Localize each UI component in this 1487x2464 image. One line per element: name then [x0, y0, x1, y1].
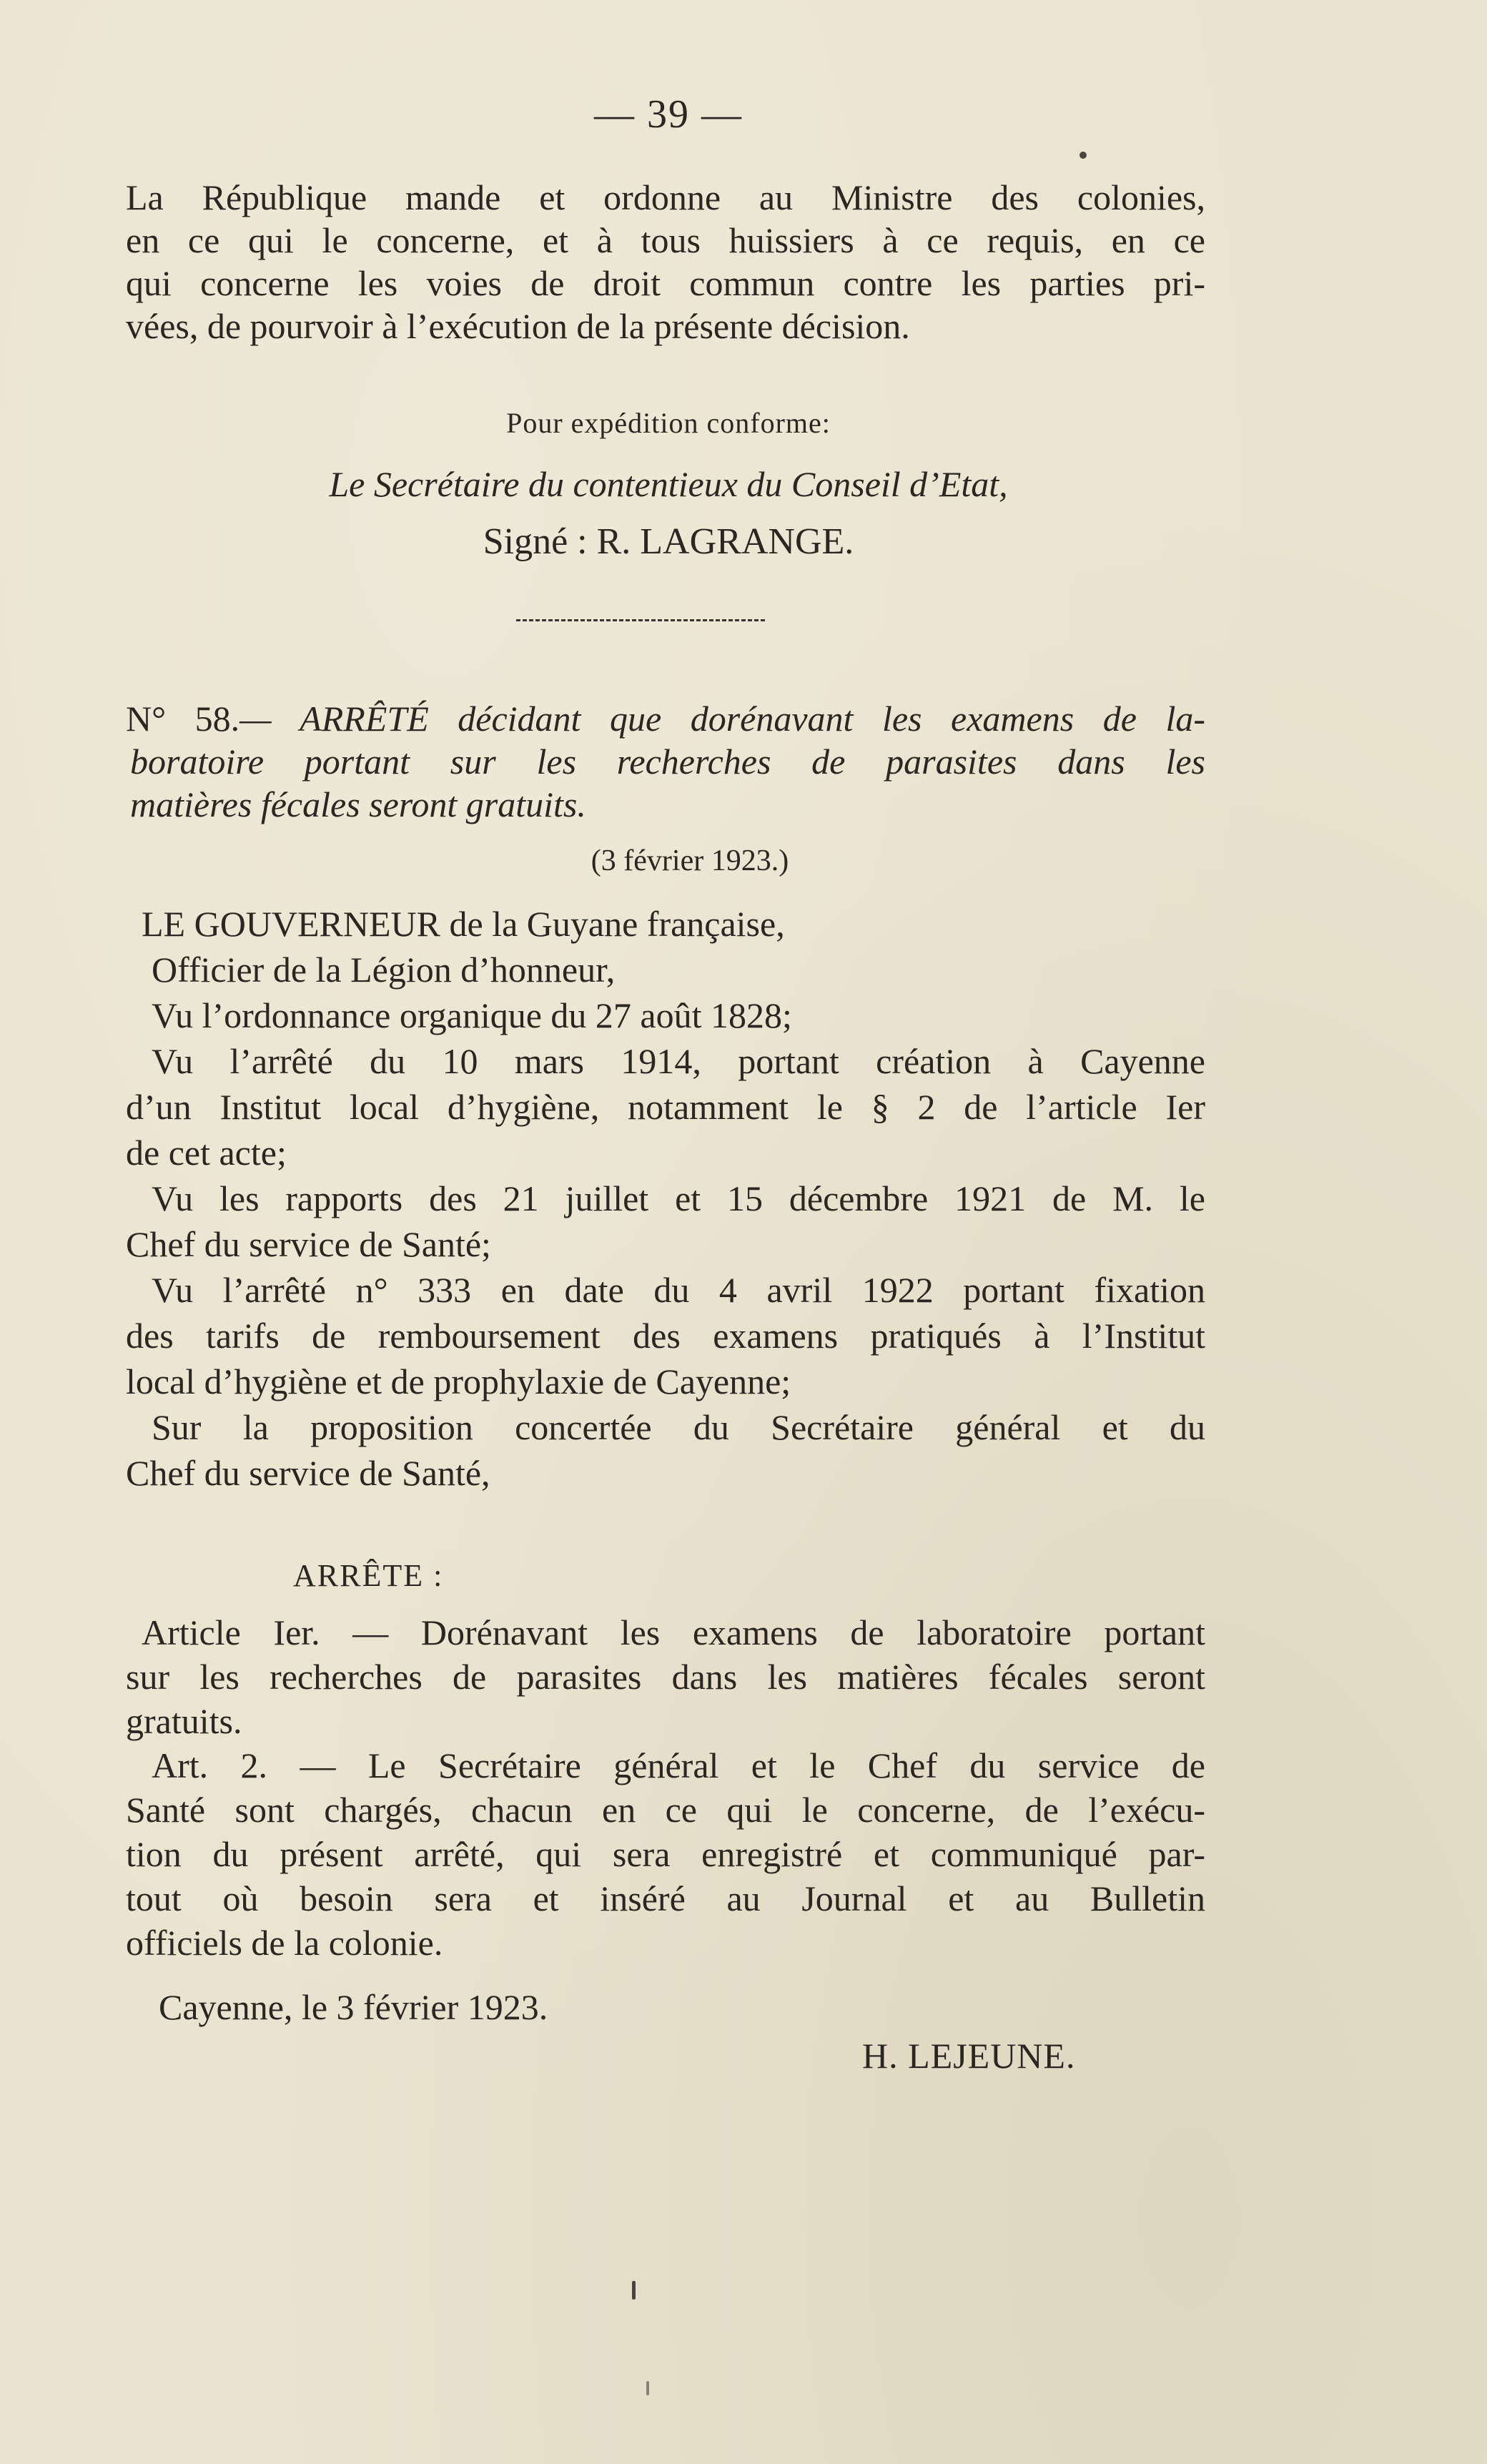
preamble-line: local d’hygiène et de prophylaxie de Cayenne;	[126, 1361, 791, 1401]
preamble-line: Vu l’arrêté du 10 mars 1914, portant création à Cayenne	[152, 1041, 1205, 1081]
ink-speck	[632, 2281, 636, 2300]
decree-title-line: boratoire portant sur les recherches de parasites dans les	[130, 741, 1205, 782]
decree-date: (3 février 1923.)	[591, 844, 789, 877]
text-line: vées, de pourvoir à l’exécution de la présente décision.	[126, 306, 910, 346]
page-number: — 39 —	[594, 92, 743, 137]
preamble-line: Sur la proposition concertée du Secrétaire général et du	[152, 1407, 1205, 1447]
decree-title-line: N° 58.— ARRÊTÉ décidant que dorénavant les examens de la-	[126, 699, 1205, 739]
certification-line: Pour expédition conforme:	[506, 407, 831, 439]
arrete-label: ARRÊTE :	[293, 1558, 444, 1593]
ink-speck	[1080, 152, 1087, 159]
text-line: qui concerne les voies de droit commun contre les parties pri-	[126, 263, 1205, 303]
section-divider	[516, 619, 765, 621]
preamble-line: LE GOUVERNEUR de la Guyane française,	[142, 904, 785, 944]
preamble-line: Vu l’ordonnance organique du 27 août 1828;	[152, 995, 792, 1035]
articles	[126, 1610, 1205, 1965]
article-line: Article Ier. — Dorénavant les examens de laboratoire portant	[142, 1612, 1205, 1652]
preamble-line: Vu l’arrêté n° 333 en date du 4 avril 1922 portant fixation	[152, 1270, 1205, 1310]
article-line: Santé sont chargés, chacun en ce qui le concerne, de l’exécu-	[126, 1790, 1205, 1830]
preamble	[126, 901, 1205, 1496]
article-line: gratuits.	[126, 1701, 242, 1741]
article-line: sur les recherches de parasites dans les matières fécales seront	[126, 1657, 1205, 1697]
decree-heading	[126, 697, 1205, 826]
ink-speck	[646, 2381, 649, 2395]
place-date: Cayenne, le 3 février 1923.	[159, 1987, 548, 2027]
certification-signature: Signé : R. LAGRANGE.	[483, 521, 854, 562]
preamble-line: d’un Institut local d’hygiène, notamment le § 2 de l’article Ier	[126, 1087, 1205, 1127]
signature: H. LEJEUNE.	[862, 2036, 1076, 2076]
article-line: Art. 2. — Le Secrétaire général et le Chef du service de	[152, 1745, 1205, 1785]
certification-secretary: Le Secrétaire du contentieux du Conseil d’Etat,	[329, 464, 1008, 504]
preamble-line: des tarifs de remboursement des examens pratiqués à l’Institut	[126, 1316, 1205, 1356]
text-line: La République mande et ordonne au Ministre des colonies,	[126, 177, 1205, 217]
preamble-line: Chef du service de Santé;	[126, 1224, 491, 1264]
intro-paragraph	[126, 176, 1205, 348]
text-line: en ce qui le concerne, et à tous huissiers à ce requis, en ce	[126, 220, 1205, 260]
article-line: officiels de la colonie.	[126, 1923, 443, 1963]
preamble-line: Officier de la Légion d’honneur,	[152, 950, 616, 990]
article-line: tout où besoin sera et inséré au Journal et au Bulletin	[126, 1878, 1205, 1918]
decree-title-line: matières fécales seront gratuits.	[130, 784, 586, 824]
preamble-line: de cet acte;	[126, 1133, 287, 1173]
decree-number: N° 58.	[126, 699, 240, 739]
preamble-line: Vu les rapports des 21 juillet et 15 décembre 1921 de M. le	[152, 1178, 1205, 1218]
article-line: tion du présent arrêté, qui sera enregistré et communiqué par-	[126, 1834, 1205, 1874]
preamble-line: Chef du service de Santé,	[126, 1453, 490, 1493]
